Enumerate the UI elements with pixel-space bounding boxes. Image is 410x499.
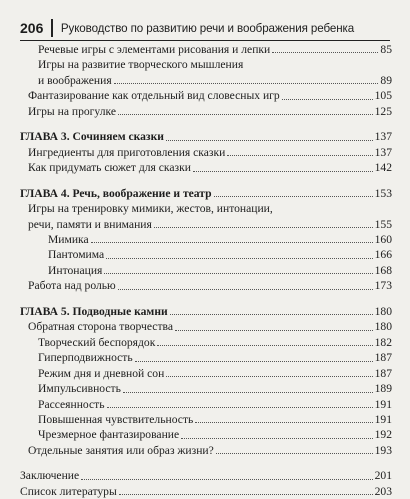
table-of-contents — [20, 42, 392, 499]
toc-entry — [20, 42, 392, 57]
toc-entry-page: 137 — [374, 145, 392, 159]
chapter-title: ГЛАВА 5. Подводные камни — [20, 304, 168, 318]
dot-leader — [118, 114, 373, 115]
toc-entry-page: 89 — [380, 73, 392, 87]
chapter-page: 153 — [374, 186, 392, 200]
toc-entry — [20, 73, 392, 88]
page-number: 206 — [20, 20, 44, 36]
dot-leader — [104, 273, 372, 274]
chapter-page: 137 — [374, 130, 392, 144]
toc-entry-page: 155 — [374, 217, 392, 231]
chapter-title: ГЛАВА 4. Речь, воображение и театр — [20, 186, 212, 200]
toc-subentry-page: 160 — [374, 232, 392, 246]
toc-entry — [20, 319, 392, 334]
dot-leader — [181, 438, 372, 439]
toc-entry-title: Обратная сторона творчества — [28, 320, 173, 334]
toc-entry-page: 125 — [374, 104, 392, 118]
toc-subentry-title: Пантомима — [48, 248, 105, 262]
dot-leader — [193, 171, 373, 172]
dot-leader — [195, 422, 372, 423]
dot-leader — [119, 494, 373, 495]
toc-entry-title: и воображения — [38, 73, 112, 87]
toc-entry-title: Ингредиенты для приготовления сказки — [28, 145, 226, 159]
toc-entry-line: Игры на тренировку мимики, жестов, интонации, — [28, 202, 273, 216]
toc-subentry-title: Режим дня и дневной сон — [38, 366, 165, 380]
toc-entry — [20, 145, 392, 160]
toc-subentry-page: 191 — [374, 397, 392, 411]
toc-subentry-page: 187 — [374, 351, 392, 365]
toc-entry-title: речи, памяти и внимания — [28, 217, 152, 231]
dot-leader — [272, 52, 378, 53]
toc-subentry — [20, 397, 392, 412]
toc-entry-title: Отдельные занятия или образ жизни? — [28, 443, 214, 457]
toc-entry — [20, 88, 392, 103]
toc-subentry-title: Мимика — [48, 232, 89, 246]
toc-subentry — [20, 412, 392, 427]
toc-chapter — [20, 304, 392, 319]
dot-leader — [170, 314, 373, 315]
dot-leader — [106, 258, 372, 259]
dot-leader — [154, 227, 373, 228]
dot-leader — [166, 140, 373, 141]
toc-subentry-page: 187 — [374, 366, 392, 380]
toc-entry — [20, 484, 392, 499]
toc-entry-title: Заключение — [20, 469, 80, 483]
section-gap — [20, 176, 392, 186]
toc-entry — [20, 468, 392, 483]
dot-leader — [214, 196, 373, 197]
dot-leader — [157, 345, 372, 346]
section-gap — [20, 458, 392, 468]
toc-entry-title: Как придумать сюжет для сказки — [28, 161, 191, 175]
toc-subentry-title: Интонация — [48, 263, 103, 277]
toc-entry-page: 201 — [374, 469, 392, 483]
toc-entry — [20, 104, 392, 119]
toc-entry-title: Список литературы — [20, 484, 117, 498]
toc-subentry — [20, 381, 392, 396]
toc-entry-page: 105 — [374, 89, 392, 103]
toc-entry — [20, 278, 392, 293]
toc-entry — [20, 443, 392, 458]
toc-subentry-title: Гиперподвижность — [38, 351, 133, 365]
toc-subentry-page: 168 — [374, 263, 392, 277]
toc-subentry-page: 192 — [374, 428, 392, 442]
dot-leader — [216, 453, 373, 454]
toc-chapter — [20, 129, 392, 144]
dot-leader — [118, 289, 373, 290]
dot-leader — [91, 242, 373, 243]
toc-entry-title: Работа над ролью — [28, 279, 116, 293]
toc-subentry — [20, 232, 392, 247]
dot-leader — [114, 83, 379, 84]
toc-subentry-page: 166 — [374, 248, 392, 262]
toc-entry-page: 173 — [374, 279, 392, 293]
toc-entry — [20, 217, 392, 232]
page-header — [20, 16, 390, 41]
toc-subentry-title: Творческий беспорядок — [38, 335, 156, 349]
dot-leader — [123, 392, 373, 393]
running-title: Руководство по развитию речи и воображения ребенка — [60, 21, 355, 35]
toc-entry-title: Речевые игры с элементами рисования и лепки — [38, 43, 271, 56]
dot-leader — [107, 407, 373, 408]
header-divider — [51, 19, 53, 37]
toc-entry-page: 193 — [374, 443, 392, 457]
dot-leader — [282, 99, 373, 100]
toc-entry-page: 203 — [374, 484, 392, 498]
dot-leader — [227, 155, 372, 156]
toc-subentry-page: 182 — [374, 335, 392, 349]
toc-entry-page: 180 — [374, 320, 392, 334]
toc-subentry — [20, 350, 392, 365]
toc-entry-page: 142 — [374, 161, 392, 175]
toc-entry-line: Игры на развитие творческого мышления — [38, 58, 244, 72]
chapter-title: ГЛАВА 3. Сочиняем сказки — [20, 130, 164, 144]
dot-leader — [166, 376, 372, 377]
toc-entry-title: Игры на прогулке — [28, 104, 116, 118]
toc-entry — [20, 160, 392, 175]
toc-subentry — [20, 335, 392, 350]
dot-leader — [135, 361, 373, 362]
toc-subentry — [20, 366, 392, 381]
toc-subentry — [20, 247, 392, 262]
toc-subentry-title: Чрезмерное фантазирование — [38, 428, 180, 442]
toc-subentry — [20, 427, 392, 442]
toc-subentry-page: 191 — [374, 412, 392, 426]
toc-subentry-title: Рассеянность — [38, 397, 105, 411]
toc-entry-page: 85 — [380, 43, 392, 56]
section-gap — [20, 119, 392, 129]
toc-subentry-title: Импульсивность — [38, 382, 121, 396]
toc-chapter — [20, 186, 392, 201]
dot-leader — [175, 330, 373, 331]
toc-subentry — [20, 263, 392, 278]
toc-entry-title: Фантазирование как отдельный вид словесных игр — [28, 89, 280, 103]
section-gap — [20, 294, 392, 304]
toc-subentry-page: 189 — [374, 382, 392, 396]
chapter-page: 180 — [374, 304, 392, 318]
toc-subentry-title: Повышенная чувствительность — [38, 412, 194, 426]
